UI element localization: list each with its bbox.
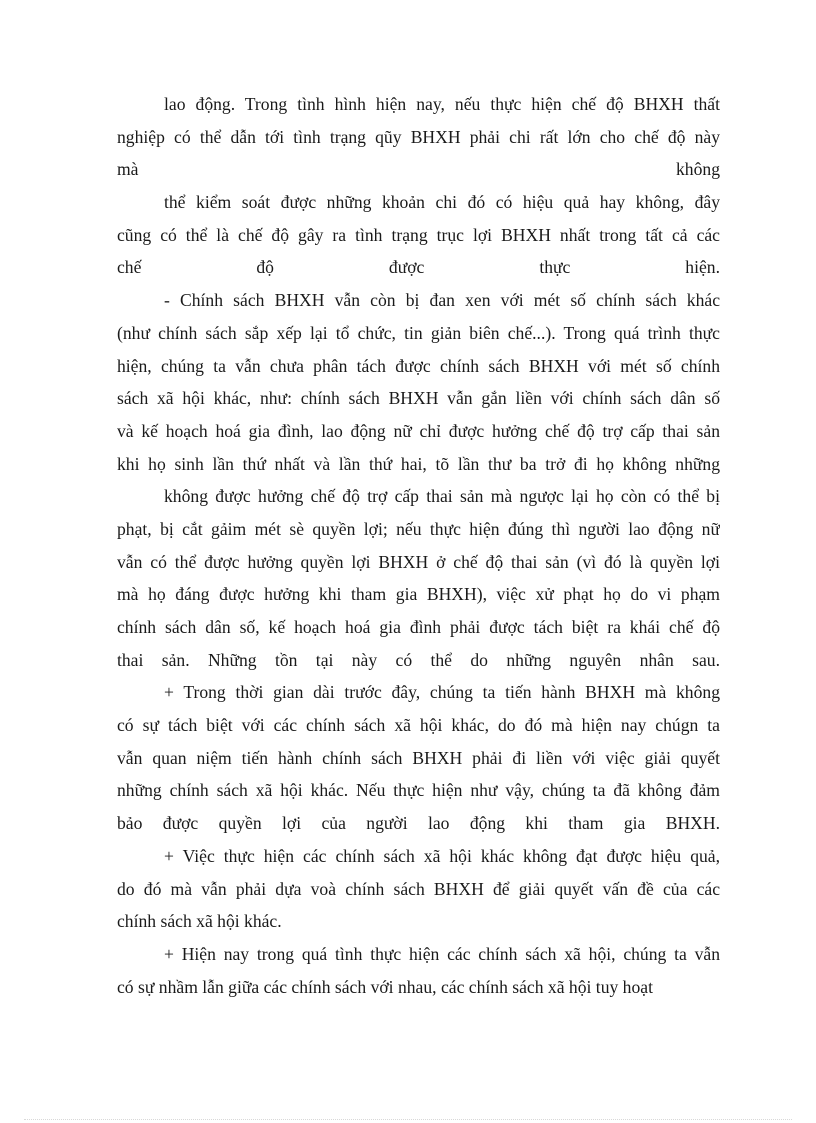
text-line: vẫn quan niệm tiến hành chính sách BHXH phải đi liền với việc giải quyết	[117, 747, 720, 768]
text-line: cũng có thể là chế độ gây ra tình trạng trục lợi BHXH nhất trong tất cả các	[117, 224, 720, 245]
text-line: + Việc thực hiện các chính sách xã hội khác không đạt được hiệu quả,	[164, 845, 720, 866]
text-line: những chính sách xã hội khác. Nếu thực hiện như vậy, chúng ta đã không đảm	[117, 780, 720, 801]
text-line: hiện, chúng ta vẫn chưa phân tách được chính sách BHXH với mét số chính	[117, 355, 720, 376]
document-page	[117, 88, 720, 1003]
text-line: phạt, bị cắt gảim mét sè quyền lợi; nếu thực hiện đúng thì người lao động nữ	[117, 518, 720, 539]
text-line: không được hưởng chế độ trợ cấp thai sản mà ngược lại họ còn có thể bị	[164, 486, 720, 507]
text-line: + Hiện nay trong quá tình thực hiện các chính sách xã hội, chúng ta vẫn	[164, 943, 720, 964]
text-line: do đó mà vẫn phải dựa voà chính sách BHXH để giải quyết vấn đề của các	[117, 878, 720, 899]
page-footer-rule	[24, 1119, 792, 1120]
text-line: mà họ đáng được hưởng khi tham gia BHXH), việc xử phạt họ do vi phạm	[117, 584, 720, 605]
text-line: có sự nhầm lẫn giữa các chính sách với nhau, các chính sách xã hội tuy hoạt	[117, 976, 653, 997]
text-line: + Trong thời gian dài trước đây, chúng ta tiến hành BHXH mà không	[164, 682, 720, 703]
text-line: chính sách xã hội khác.	[117, 911, 282, 932]
text-line: và kế hoạch hoá gia đình, lao động nữ chỉ được hưởng chế độ trợ cấp thai sản	[117, 420, 720, 441]
text-line: nghiệp có thể dẫn tới tình trạng qũy BHXH phải chi rất lớn cho chế độ này	[117, 126, 720, 147]
text-line: có sự tách biệt với các chính sách xã hội khác, do đó mà hiện nay chúgn ta	[117, 715, 720, 736]
text-line: mà không	[117, 159, 720, 180]
text-line: thể kiểm soát được những khoản chi đó có hiệu quả hay không, đây	[164, 192, 720, 213]
text-line: vẫn có thể được hưởng quyền lợi BHXH ở chế độ thai sản (vì đó là quyền lợi	[117, 551, 720, 572]
text-line: - Chính sách BHXH vẫn còn bị đan xen với mét số chính sách khác	[164, 290, 720, 311]
text-line: chế độ được thực hiện.	[117, 257, 720, 278]
text-line: bảo được quyền lợi của người lao động khi tham gia BHXH.	[117, 813, 720, 834]
text-line: (như chính sách sắp xếp lại tổ chức, tin giản biên chế...). Trong quá trình thực	[117, 322, 720, 343]
text-line: chính sách dân số, kế hoạch hoá gia đình phải được tách biệt ra khái chế độ	[117, 617, 720, 637]
text-line: khi họ sinh lần thứ nhất và lần thứ hai, tõ lần thư ba trở đi họ không những	[117, 453, 720, 474]
text-line: thai sản. Những tồn tại này có thể do những nguyên nhân sau.	[117, 649, 720, 670]
text-line: lao động. Trong tình hình hiện nay, nếu thực hiện chế độ BHXH thất	[164, 94, 720, 114]
text-line: sách xã hội khác, như: chính sách BHXH vẫn gắn liền với chính sách dân số	[117, 388, 720, 409]
